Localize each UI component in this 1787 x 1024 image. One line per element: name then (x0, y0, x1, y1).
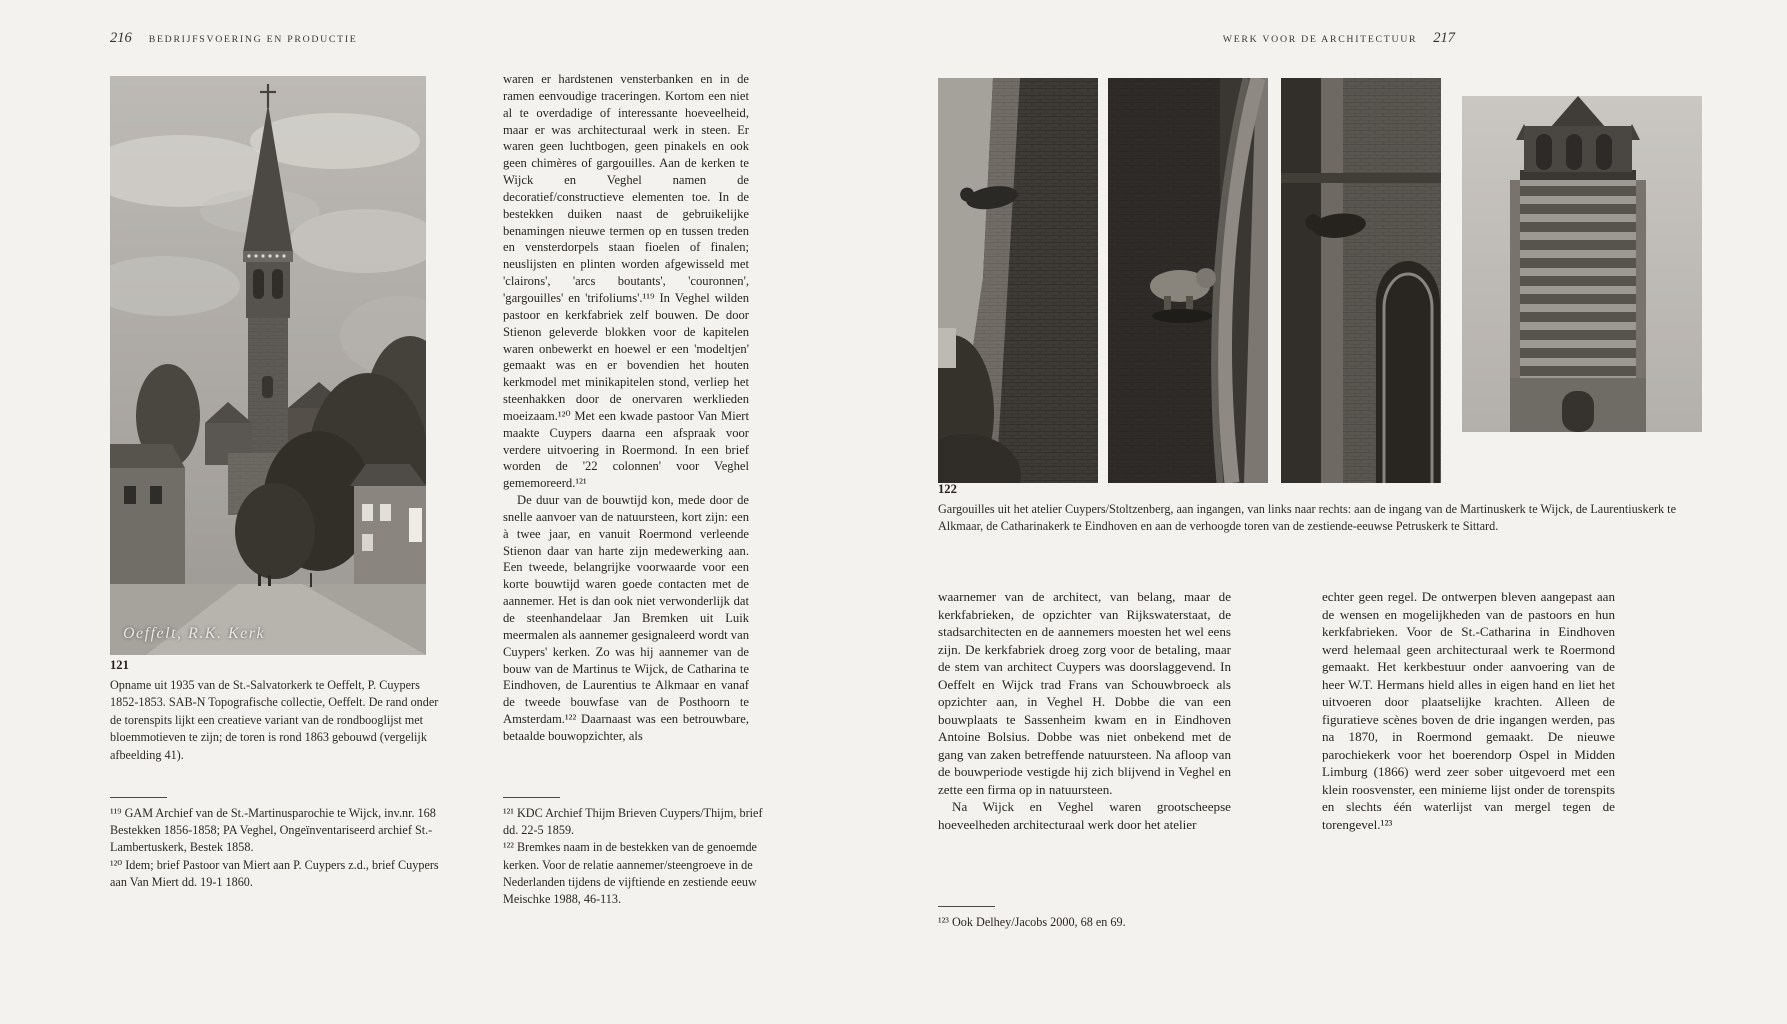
footnotes-217 (938, 906, 1268, 931)
photo-gargoyle-wijck (938, 78, 1098, 483)
paragraph: waren er hardstenen vensterbanken en in de ramen eenvoudige traceringen. Kortom een niet al te overdadige of interessante hoeveelheid, maar er was architecturaal werk in steen. Er waren geen luchtbogen, geen pinakels en ook geen chimères of gargouilles. Aan de kerken te Wijck en Veghel namen de decoratief/constructieve elementen toe. In de bestekken duiken naast de gebruikelijke benamingen nieuwe termen op en tussen treden en vensterdorpels staan fioelen of finalen; neuslijsten en plinten worden afgewisseld met 'clairons', 'arcs boutants', 'couronnen', 'gargouilles' en 'trifoliums'.¹¹⁹ In Veghel wilden pastoor en kerkfabriek zelf bouwen. De door Stienon geleverde blokken voor de kapitelen waren onbewerkt en hoewel er een 'modeltjen' gemaakt was en er bovendien het houten kerkmodel met minikapitelen stond, verliep het steenhakken door de onervaren werklieden moeizaam.¹²⁰ Met een kwade pastoor Van Miert maakte Cuypers daarna een afspraak voor verdere uitvoering in Roermond. In een brief worden de '22 colonnen' voor Veghel gememoreerd.¹²¹ (503, 72, 749, 491)
caption-122-text: Gargouilles uit het atelier Cuypers/Stoltzenberg, aan ingangen, van links naar rechts: aan de ingang van de Martinuskerk te Wijck, de Laurentiuskerk te Alkmaar, de Catharinakerk te Eindhoven en aan de verhoogde toren van de zestiende-eeuwse Petruskerk te Sittard. (938, 502, 1676, 534)
body-column-page-216 (503, 71, 749, 745)
footnotes-216-col1 (110, 797, 450, 891)
footnote-121: ¹²¹ KDC Archief Thijm Brieven Cuypers/Thijm, brief dd. 22-5 1859. (503, 806, 763, 838)
footnote-119: ¹¹⁹ GAM Archief van de St.-Martinusparochie te Wijck, inv.nr. 168 Bestekken 1856-1858; PA Veghel, Ongeïnventariseerd archief St.-Lambertuskerk, Bestek 1858. (110, 806, 436, 855)
petruskerk-sittard-illustration (1462, 96, 1702, 432)
footnote-120: ¹²⁰ Idem; brief Pastoor van Miert aan P. Cuypers z.d., brief Cuypers aan Van Miert dd. 19-1 1860. (110, 857, 439, 889)
footnote-123: ¹²³ Ook Delhey/Jacobs 2000, 68 en 69. (938, 915, 1126, 929)
footnote-rule (938, 906, 995, 907)
caption-121 (110, 658, 440, 764)
paragraph: De duur van de bouwtijd kon, mede door de snelle aanvoer van de natuursteen, kort zijn: een à twee jaar, en vanuit Roermond verleende Stienon daar van harte zijn medewerking aan. Een tweede, belangrijke voorwaarde voor een korte bouwtijd waren goede contacten met de aannemer. Het is dan ook niet verwonderlijk dat de steenhandelaar Jan Bremken uit Luik meermalen als aannemer gesignaleerd wordt van Cuypers' kerken. Zo was hij aannemer van de bouw van de Martinus te Wijck, de Catharina te Eindhoven, de Laurentius te Alkmaar en vanaf de tweede bouwfase van de Posthoorn te Amsterdam.¹²² Daarnaast was een betrouwbare, betaalde bouwopzichter, als (503, 493, 749, 743)
footnote-122: ¹²² Bremkes naam in de bestekken van de genoemde kerken. Voor de relatie aannemer/steengroeve in de Nederlanden tijdens de vijftiende en zestiende eeuw Meischke 1988, 46-113. (503, 840, 757, 907)
caption-122 (938, 482, 1704, 536)
banded-tower-shape (1510, 96, 1646, 432)
photo-overlay-label: Oeffelt, R.K. Kerk (123, 625, 266, 642)
page-number-left: 216 (110, 30, 132, 46)
caption-121-number: 121 (110, 658, 129, 672)
footnotes-216-col2 (503, 797, 773, 908)
body-column-page-217-left (938, 588, 1231, 833)
oeffelt-church-illustration (110, 76, 426, 655)
paragraph: echter geen regel. De ontwerpen bleven aangepast aan de wensen en mogelijkheden van de pastoors en hun kerkfabrieken. Voor de St.-Catharina in Eindhoven werd helemaal geen architecturaal werk te Roermond gemaakt. Het kerkbestuur onder aanvoering van de heer W.T. Hermans hield alles in eigen hand en liet het uitvoeren door plaatselijke krachten. Alleen de figuratieve scènes boven de drie ingangen werden, pas na 1870, in Roermond gemaakt. De nieuwe parochiekerk voor het boerendorp Ospel in Midden Limburg (1866) werd zeer sober uitgevoerd met een klein roosvenster, een minieme lijst onder de torenspits en slechts één waterlijst van mergel tegen de torengevel.¹²³ (1322, 589, 1615, 832)
caption-122-number: 122 (938, 482, 957, 496)
running-header-left-text: BEDRIJFSVOERING EN PRODUCTIE (148, 34, 358, 45)
photo-petruskerk-sittard (1462, 96, 1702, 432)
paragraph: waarnemer van de architect, van belang, maar de kerkfabrieken, de opzichter van Rijkswaterstaat, de stadsarchitecten en de aannemers moesten het wel eens zijn. De kerkfabriek droeg zorg voor de betaling, maar de stem van architect Cuypers was doorslaggevend. In Oeffelt en Wijck trad Frans van Schouwbroeck als opzichter aan, in Veghel H. Dobbe die van een bouwplaats te Sassenheim kwam en in Eindhoven Antoine Bolsius. Dobbe was niet onbekend met de gang van zaken betreffende natuursteen. Na afloop van de bouwperiode vestigde hij zich blijvend in Veghel en zette een firma op in natuursteen. (938, 589, 1231, 797)
photo-oeffelt-church (110, 76, 426, 655)
gargoyle-eindhoven-illustration (1281, 78, 1441, 483)
footnote-rule (110, 797, 167, 798)
gargoyle-wijck-illustration (938, 78, 1098, 483)
gargoyle-alkmaar-illustration (1108, 78, 1268, 483)
footnote-rule (503, 797, 560, 798)
paragraph: Na Wijck en Veghel waren grootscheepse hoeveelheden architecturaal werk door het atelier (938, 799, 1231, 832)
page-number-right: 217 (1433, 30, 1455, 46)
running-header-right (1223, 29, 1455, 47)
running-header-right-text: WERK VOOR DE ARCHITECTUUR (1222, 34, 1418, 45)
caption-121-text: Opname uit 1935 van de St.-Salvatorkerk te Oeffelt, P. Cuypers 1852-1853. SAB-N Topografische collectie, Oeffelt. De rand onder de torenspits lijkt een creatieve variant van de rondbooglijst met bloemmotieven te zijn; de toren is rond 1863 gebouwd (vergelijk afbeelding 41). (110, 678, 439, 762)
photo-gargoyle-eindhoven (1281, 78, 1441, 483)
photo-gargoyle-alkmaar (1108, 78, 1268, 483)
body-column-page-217-right (1322, 588, 1615, 833)
running-header-left (110, 29, 357, 47)
